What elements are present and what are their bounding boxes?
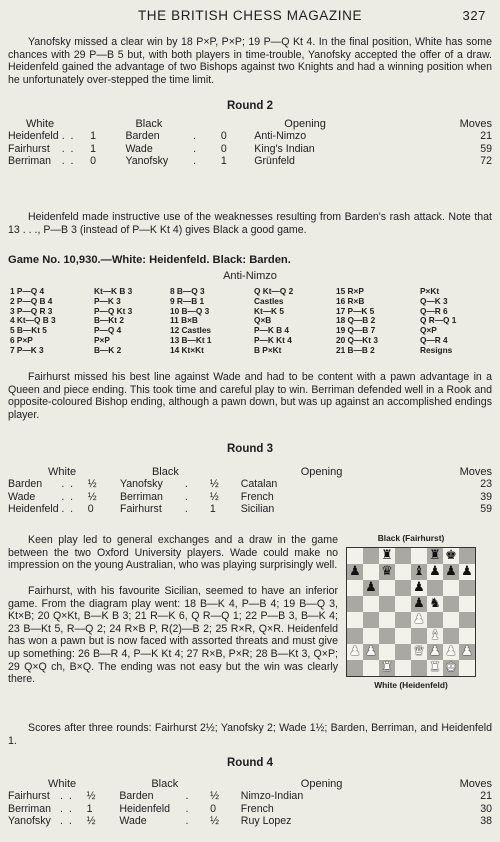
opening-name: French xyxy=(240,802,274,815)
board-square xyxy=(443,660,459,676)
board-square xyxy=(379,548,395,564)
game-move: P×Kt xyxy=(420,286,440,296)
game-title: Game No. 10,930.—White: Heidenfeld. Black: Barden. xyxy=(8,254,291,266)
round-2-heading: Round 2 xyxy=(227,100,273,112)
white-score: ½ xyxy=(86,790,96,803)
board-square xyxy=(459,548,475,564)
board-square xyxy=(347,612,363,628)
board-square xyxy=(459,660,475,676)
game-move: 16 R×B xyxy=(336,295,365,306)
white-pawn-icon: ♟ xyxy=(349,643,361,659)
black-player: Berriman xyxy=(119,490,163,503)
black-score: 0 xyxy=(220,130,227,143)
game-move: Resigns xyxy=(420,344,453,355)
board-square xyxy=(363,548,379,564)
board-square xyxy=(443,644,459,660)
board-square xyxy=(395,548,411,564)
black-rook-icon: ♜ xyxy=(429,547,441,563)
game-move: Q×P xyxy=(420,325,437,336)
black-player: Wade xyxy=(125,142,153,155)
board-square xyxy=(443,548,459,564)
white-score: 1 xyxy=(86,802,93,815)
board-square xyxy=(427,596,443,612)
black-player: Wade xyxy=(119,815,147,828)
black-pawn-icon: ♟ xyxy=(445,563,457,579)
board-square xyxy=(363,580,379,596)
game-move: 8 B—Q 3 xyxy=(170,286,205,296)
col-opening: Opening xyxy=(300,778,343,790)
move-count: 23 xyxy=(480,478,492,491)
white-player: Heidenfeld xyxy=(8,503,59,516)
game-move: 20 Q—Kt 3 xyxy=(336,334,378,345)
black-score: ½ xyxy=(210,815,220,828)
black-score: 1 xyxy=(220,155,227,168)
round-3-heading: Round 3 xyxy=(227,443,273,455)
move-count: 38 xyxy=(480,815,492,828)
board-square xyxy=(395,596,411,612)
white-score: 1 xyxy=(90,142,97,155)
black-player: Barden xyxy=(119,790,154,803)
move-column-white-1 xyxy=(10,287,56,356)
round-4-table xyxy=(8,778,492,828)
game-move: P—Q Kt 3 xyxy=(94,305,133,316)
col-white: White xyxy=(26,118,55,130)
black-player: Barden xyxy=(125,130,160,143)
move-count: 59 xyxy=(480,503,492,516)
board-square xyxy=(395,660,411,676)
move-count: 59 xyxy=(480,142,492,155)
col-moves: Moves xyxy=(459,118,492,130)
table-header-row xyxy=(8,118,492,130)
opening-name: Nimzo-Indian xyxy=(240,790,304,803)
game-move: 19 Q—B 7 xyxy=(336,325,376,336)
page-number: 327 xyxy=(462,8,486,23)
board-square xyxy=(459,596,475,612)
move-column-black-3 xyxy=(420,287,456,356)
board-square xyxy=(379,660,395,676)
opening-name: King's Indian xyxy=(254,142,315,155)
table-row: Berriman . . 0 Yanofsky . 1 Grünfeld 72 xyxy=(8,155,492,168)
game-move: Q Kt—Q 2 xyxy=(254,286,294,296)
table-row: Barden . . ½ Yanofsky . ½ Catalan 23 xyxy=(8,478,492,491)
magazine-title: THE BRITISH CHESS MAGAZINE xyxy=(137,8,363,23)
move-count: 30 xyxy=(480,802,492,815)
game-move: P—K 3 xyxy=(94,295,121,306)
black-score: 1 xyxy=(209,503,216,516)
white-pawn-icon: ♟ xyxy=(445,643,457,659)
col-opening: Opening xyxy=(300,466,343,478)
game-move: 13 B—Kt 1 xyxy=(170,334,212,345)
white-player: Fairhurst xyxy=(8,790,50,803)
col-opening: Opening xyxy=(284,118,326,130)
move-count: 21 xyxy=(480,790,492,803)
game-move: 15 R×P xyxy=(336,286,364,296)
table-row: Heidenfeld . . 1 Barden . 0 Anti-Nimzo 21 xyxy=(8,130,492,143)
opening-name: French xyxy=(240,490,274,503)
move-count: 72 xyxy=(480,155,492,168)
table-header-row xyxy=(8,466,492,478)
board-square xyxy=(459,580,475,596)
opening-name: Sicilian xyxy=(240,503,275,516)
table-row: Heidenfeld . . 0 Fairhurst . 1 Sicilian 59 xyxy=(8,503,492,516)
white-pawn-icon: ♟ xyxy=(429,643,441,659)
board-square xyxy=(363,596,379,612)
game-move: 2 P—Q B 4 xyxy=(10,295,53,306)
white-player: Fairhurst xyxy=(8,142,50,155)
black-player: Heidenfeld xyxy=(119,802,170,815)
game-fairhurst-commentary: Fairhurst, with his favourite Sicilian, seemed to have an inferior game. From the diagram play went: 18 B—K 4, P—B 4; 19 B—Q 3, Kt×B; 20 Q×Kt, B—K B 3; 21 R—K 6, Q R—Q 1; 22 P—B 3, B—K 4; 23 B—Kt 5, R—Q 2; 24 R×B P, R(2)—B 2; 25 R×R, Q×R. Heidenfeld has won a pawn but is now faced with assorted threats and must give up something: 26 B—R 4, P—K Kt 4; 27 R×B, P×R; 28 B—Kt 3, Q×P; 29 Q×Q ch, B×Q. The ending was not easy but the win was clearly there. xyxy=(8,585,338,686)
board-square xyxy=(443,580,459,596)
game-move: 4 Kt—Q B 3 xyxy=(10,315,56,326)
white-player: Berriman xyxy=(8,155,51,168)
board-square xyxy=(395,580,411,596)
opening-name: Anti-Nimzo xyxy=(254,130,307,143)
white-score: ½ xyxy=(87,490,97,503)
black-player: Yanofsky xyxy=(125,155,169,168)
col-white: White xyxy=(48,466,77,478)
black-queen-icon: ♛ xyxy=(381,563,393,579)
board-square xyxy=(379,612,395,628)
col-black: Black xyxy=(135,118,163,130)
board-square xyxy=(379,580,395,596)
board-square xyxy=(363,644,379,660)
game-move: Kt—K 5 xyxy=(254,305,284,316)
game-move: 11 B×B xyxy=(170,315,198,326)
move-count: 21 xyxy=(480,130,492,143)
board-square xyxy=(347,660,363,676)
board-square xyxy=(395,612,411,628)
diagram-black-label: Black (Fairhurst) xyxy=(377,533,445,543)
black-pawn-icon: ♟ xyxy=(413,595,425,611)
col-black: Black xyxy=(151,466,179,478)
board-square xyxy=(347,580,363,596)
board-square xyxy=(411,580,427,596)
board-square xyxy=(459,612,475,628)
white-player: Wade xyxy=(8,490,36,503)
game-move: B—Kt 2 xyxy=(94,315,124,326)
black-pawn-icon: ♟ xyxy=(349,563,361,579)
table-row: Wade . . ½ Berriman . ½ French 39 xyxy=(8,490,492,503)
board-square xyxy=(443,628,459,644)
game-move: Q—K 3 xyxy=(420,295,448,306)
game-move: B P×Kt xyxy=(254,344,282,355)
board-square xyxy=(427,612,443,628)
board-square xyxy=(459,628,475,644)
table-row: Fairhurst . . ½ Barden . ½ Nimzo-Indian 21 xyxy=(8,790,492,803)
opening-name: Grünfeld xyxy=(254,155,295,168)
move-column-black-1 xyxy=(94,287,132,356)
white-player: Heidenfeld xyxy=(8,130,59,143)
board-square xyxy=(379,564,395,580)
game-move: 17 P—K 5 xyxy=(336,305,375,316)
opening-name: Catalan xyxy=(240,478,278,491)
board-square xyxy=(363,628,379,644)
black-pawn-icon: ♟ xyxy=(461,563,473,579)
board-square xyxy=(379,596,395,612)
board-square xyxy=(395,644,411,660)
board-square xyxy=(363,564,379,580)
game-opening: Anti-Nimzo xyxy=(223,270,277,282)
board-square xyxy=(347,548,363,564)
black-score: 0 xyxy=(210,802,217,815)
round-2-summary: Fairhurst missed his best line against Wade and had to be content with a pawn advantage in a Queen and piece ending. This took time and careful play to win. Berriman defended well in a Rook and opposite-coloured Bishop ending, although a pawn down, but was up against an accomplished endings player. xyxy=(8,371,492,421)
round-3-commentary: Keen play led to general exchanges and a draw in the game between the two Oxford University players. Wade could make no impression on the young Australian, who was playing surprisingly well. xyxy=(8,534,338,572)
move-column-white-3 xyxy=(336,287,378,356)
black-pawn-icon: ♟ xyxy=(365,579,377,595)
game-move: 6 P×P xyxy=(10,334,33,345)
table-row: Yanofsky . . ½ Wade . ½ Ruy Lopez 38 xyxy=(8,815,492,828)
col-moves: Moves xyxy=(459,466,492,478)
game-move: 7 P—K 3 xyxy=(10,344,44,355)
white-player: Berriman xyxy=(8,802,51,815)
black-king-icon: ♚ xyxy=(445,547,457,563)
col-white: White xyxy=(48,778,77,790)
black-score: 0 xyxy=(220,142,227,155)
opening-name: Ruy Lopez xyxy=(240,815,292,828)
move-column-black-2 xyxy=(254,287,293,356)
board-square xyxy=(363,660,379,676)
board-square xyxy=(395,628,411,644)
white-score: 1 xyxy=(90,130,97,143)
board-square xyxy=(411,612,427,628)
black-pawn-icon: ♟ xyxy=(429,563,441,579)
white-score: 0 xyxy=(90,155,97,168)
board-square xyxy=(427,580,443,596)
black-bishop-icon: ♝ xyxy=(413,563,425,579)
page-header xyxy=(0,10,500,23)
board-square xyxy=(411,548,427,564)
game-move: P—K B 4 xyxy=(254,325,290,336)
round-2-table xyxy=(8,118,492,168)
game-move: P—Q 4 xyxy=(94,325,122,336)
white-score: ½ xyxy=(86,815,96,828)
diagram-white-label: White (Heidenfeld) xyxy=(374,679,448,690)
black-player: Fairhurst xyxy=(119,503,162,516)
black-knight-icon: ♞ xyxy=(429,595,441,611)
game-move: 18 Q—B 2 xyxy=(336,315,376,326)
board-square xyxy=(443,564,459,580)
round-2-commentary: Heidenfeld made instructive use of the weaknesses resulting from Barden's rash attack. Note that 13 . . ., P—B 3 (instead of P—K Kt 4) gives Black a good game. xyxy=(8,211,492,236)
white-pawn-icon: ♟ xyxy=(365,643,377,659)
white-rook-icon: ♜ xyxy=(429,659,441,675)
game-move: Kt—K B 3 xyxy=(94,286,133,296)
board-square xyxy=(395,564,411,580)
black-score: ½ xyxy=(209,478,219,491)
board-square xyxy=(443,612,459,628)
game-move: Q×B xyxy=(254,315,272,326)
white-pawn-icon: ♟ xyxy=(413,611,425,627)
board-square xyxy=(347,644,363,660)
col-black: Black xyxy=(151,778,179,790)
white-rook-icon: ♜ xyxy=(381,659,393,675)
scores-paragraph: Scores after three rounds: Fairhurst 2½; Yanofsky 2; Wade 1½; Barden, Berriman, and Heidenfeld 1. xyxy=(8,722,492,747)
move-count: 39 xyxy=(480,490,492,503)
game-move: 12 Castles xyxy=(170,325,212,336)
game-move: Q—R 4 xyxy=(420,334,448,345)
board-square xyxy=(347,596,363,612)
game-move: Castles xyxy=(254,295,284,306)
table-row: Fairhurst . . 1 Wade . 0 King's Indian 59 xyxy=(8,142,492,155)
intro-paragraph: Yanofsky missed a clear win by 18 P×P, P×P; 19 P—Q Kt 4. In the final position, White has some chances with 29 P—B 5 but, with both players in time-trouble, Yanofsky accepted the offer of a draw. Heidenfeld gained the advantage of two Bishops against two Knights and had a winning position when he unfortunately over-stepped the time limit. xyxy=(8,36,492,86)
board-square xyxy=(443,596,459,612)
chess-board xyxy=(346,547,476,677)
board-square xyxy=(347,628,363,644)
white-player: Yanofsky xyxy=(8,815,51,828)
round-4-heading: Round 4 xyxy=(227,757,273,769)
board-square xyxy=(411,596,427,612)
game-move: 5 B—Kt 5 xyxy=(10,325,47,336)
black-score: ½ xyxy=(210,790,220,803)
board-square xyxy=(379,644,395,660)
board-square xyxy=(411,564,427,580)
white-player: Barden xyxy=(8,478,43,491)
table-header-row xyxy=(8,778,492,790)
game-move: 21 B—B 2 xyxy=(336,344,375,355)
game-move: 9 R—B 1 xyxy=(170,295,205,306)
black-pawn-icon: ♟ xyxy=(413,579,425,595)
board-square xyxy=(411,644,427,660)
chess-diagram xyxy=(345,532,477,691)
white-king-icon: ♚ xyxy=(445,659,457,675)
black-rook-icon: ♜ xyxy=(381,547,393,563)
game-move: B—K 2 xyxy=(94,344,122,355)
white-score: ½ xyxy=(87,478,97,491)
game-move: Q—R 6 xyxy=(420,305,448,316)
white-queen-icon: ♛ xyxy=(413,643,425,659)
move-column-white-2 xyxy=(170,287,212,356)
board-square xyxy=(347,564,363,580)
white-score: 0 xyxy=(87,503,94,516)
board-square xyxy=(427,628,443,644)
game-move: P—K Kt 4 xyxy=(254,334,292,345)
board-square xyxy=(411,628,427,644)
board-square xyxy=(379,628,395,644)
game-move: 1 P—Q 4 xyxy=(10,286,45,296)
board-square xyxy=(459,644,475,660)
col-moves: Moves xyxy=(459,778,492,790)
white-pawn-icon: ♟ xyxy=(461,643,473,659)
board-square xyxy=(411,660,427,676)
board-square xyxy=(459,564,475,580)
round-3-table xyxy=(8,466,492,516)
board-square xyxy=(427,548,443,564)
game-move: 10 B—Q 3 xyxy=(170,305,210,316)
game-move: 3 P—Q R 3 xyxy=(10,305,53,316)
black-score: ½ xyxy=(209,490,219,503)
game-move: 14 Kt×Kt xyxy=(170,344,204,355)
table-row: Berriman . . 1 Heidenfeld . 0 French 30 xyxy=(8,802,492,815)
board-square xyxy=(363,612,379,628)
game-move: Q R—Q 1 xyxy=(420,315,457,326)
board-square xyxy=(427,564,443,580)
game-move: P×P xyxy=(94,334,110,345)
black-player: Yanofsky xyxy=(119,478,163,491)
white-bishop-icon: ♝ xyxy=(429,627,441,643)
board-square xyxy=(427,644,443,660)
board-square xyxy=(427,660,443,676)
